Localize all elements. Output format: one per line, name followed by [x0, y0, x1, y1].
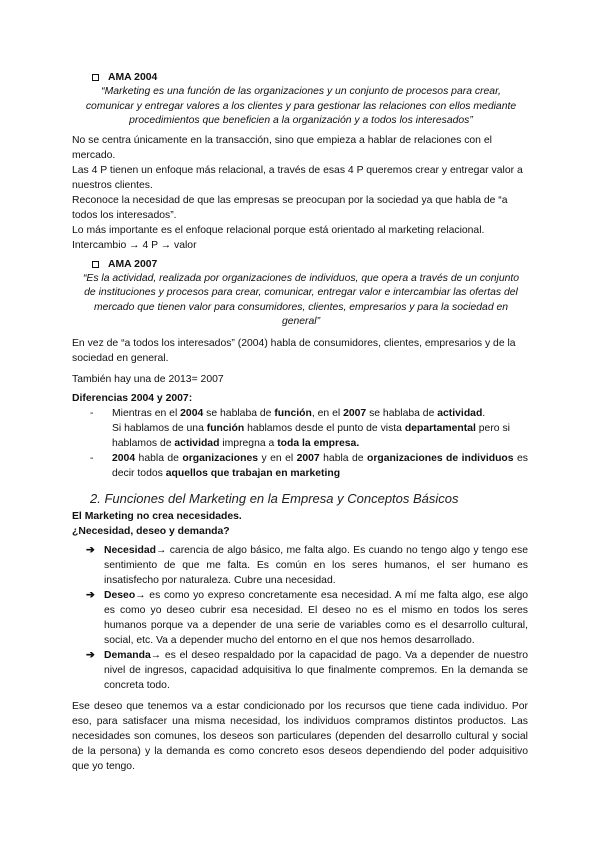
closing-paragraph: Ese deseo que tenemos va a estar condicionado por los recursos que tiene cada individuo. Por eso, para satisfacer una misma necesidad, los individuos compramos distintos productos. Las necesidades son comunes, los deseos son particulares (dependen del desarrollo cultural y social de la persona) y la demanda es como concreto esos deseos dependiendo del poder adquisitivo que yo tengo.	[72, 700, 528, 772]
paragraph: No se centra únicamente en la transacción, sino que empieza a hablar de relaciones con el mercado.	[72, 134, 492, 161]
section-2-heading: 2. Funciones del Marketing en la Empresa y Conceptos Básicos	[90, 490, 459, 506]
paragraph: Reconoce la necesidad de que las empresas se preocupan por la sociedad ya que habla de “a todos los interesados”.	[72, 194, 508, 221]
list-item-continuation: Si hablamos de una función hablamos desde el punto de vista departamental pero si hablamos de actividad impregna a toda la empresa.	[112, 422, 510, 449]
ama-2004-definition-quote: “Marketing es una función de las organizaciones y un conjunto de procesos para crear, comunicar y entregar valores a los clientes y para gestionar las relaciones con ellos mediante procedimientos que beneficien a la organización y a todos los interesados”	[85, 86, 517, 126]
list-item-demanda: ➔ Demanda→ es el deseo respaldado por la capacidad de pago. Va a depender de nuestro nivel de ingresos, capacidad adquisitiva lo que finalmente compremos. En la demanda se concreta todo.	[86, 649, 528, 691]
list-item: - Mientras en el 2004 se hablaba de función, en el 2007 se hablaba de actividad.	[90, 407, 486, 419]
arrow-bullet-icon: ➔	[86, 544, 95, 556]
bold-question: ¿Necesidad, deseo y demanda?	[72, 525, 230, 537]
list-item-necesidad: ➔ Necesidad→ carencia de algo básico, me falta algo. Es cuando no tengo algo y tengo ese sentimiento de que me falta. Es común en los seres humanos, el ser humano es insatisfecho por naturaleza. Cubre una necesidad.	[86, 544, 528, 586]
ama-2007-definition-quote: “Es la actividad, realizada por organizaciones de individuos, que opera a través de un conjunto de instituciones y procesos para crear, comunicar, entregar valor e intercambiar las ofertas del mercado que tienen valor para consumidores, clientes, empresarios y para la sociedad en general”	[82, 272, 520, 327]
arrow-bullet-icon: ➔	[86, 589, 95, 601]
section-ama-2004-heading: AMA 2004	[92, 70, 528, 85]
checkbox-bullet-icon	[92, 74, 99, 81]
checkbox-bullet-icon	[92, 261, 99, 268]
list-item-deseo: ➔ Deseo→ es como yo expreso concretamente esa necesidad. A mí me falta algo, ese algo es como yo deseo cubrir esa necesidad. El deseo no es el mismo en todos los seres humanos porque va a depender de una serie de variables como es el desarrollo cultural, social, etc. Va a depender mucho del entorno en el que nos hemos desarrollado.	[86, 589, 528, 646]
bold-statement: El Marketing no crea necesidades.	[72, 510, 242, 522]
paragraph: Lo más importante es el enfoque relacional porque está orientado al marketing relacional.	[72, 224, 485, 236]
arrow-bullet-icon: ➔	[86, 649, 95, 661]
section-ama-2007-heading: AMA 2007	[92, 257, 528, 272]
paragraph: Intercambio → 4 P → valor	[72, 239, 197, 251]
paragraph: También hay una de 2013= 2007	[72, 373, 224, 385]
differences-title: Diferencias 2004 y 2007:	[72, 392, 193, 404]
document-body	[72, 70, 528, 774]
paragraph: Las 4 P tienen un enfoque más relacional, a través de esas 4 P queremos crear y entregar valor a nuestros clientes.	[72, 164, 523, 191]
list-item: - 2004 habla de organizaciones y en el 2007 habla de organizaciones de individuos es decir todos aquellos que trabajan en marketing	[90, 452, 528, 479]
paragraph: En vez de “a todos los interesados” (2004) habla de consumidores, clientes, empresarios y de la sociedad en general.	[72, 337, 516, 364]
